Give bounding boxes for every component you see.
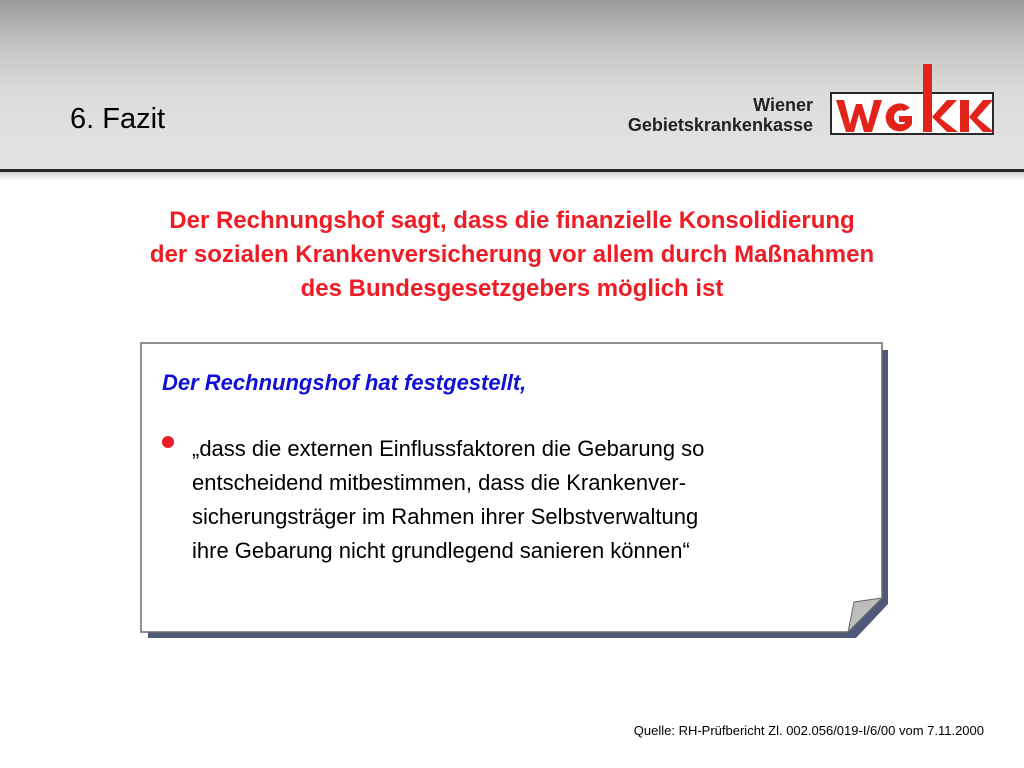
key-statement-line-1: Der Rechnungshof sagt, dass die finanzielle Konsolidierung <box>169 207 855 234</box>
finding-quote-line-4: ihre Gebarung nicht grundlegend sanieren können“ <box>192 538 690 563</box>
slide-title: 6. Fazit <box>70 103 166 135</box>
organization-name-line-1: Wiener <box>753 95 813 115</box>
key-statement-line-2: der sozialen Krankenversicherung vor allem durch Maßnahmen <box>149 241 875 268</box>
key-statement <box>60 204 964 306</box>
organization-name-line-2: Gebietskrankenkasse <box>627 115 813 135</box>
source-citation: Quelle: RH-Prüfbericht Zl. 002.056/019-I/6/00 vom 7.11.2000 <box>633 723 984 738</box>
finding-quote <box>192 432 872 568</box>
finding-quote-line-1: „dass die externen Einflussfaktoren die Gebarung so <box>192 436 705 461</box>
header-shadow <box>0 172 1024 180</box>
finding-quote-line-3: sicherungsträger im Rahmen ihrer Selbstverwaltung <box>192 504 699 529</box>
finding-note-card <box>140 342 892 642</box>
finding-quote-line-2: entscheidend mitbestimmen, dass die Krankenver- <box>192 470 687 495</box>
note-heading: Der Rechnungshof hat festgestellt, <box>162 370 527 395</box>
bullet-dot <box>162 436 174 448</box>
wgkk-logo <box>832 62 996 136</box>
key-statement-line-3: des Bundesgesetzgebers möglich ist <box>300 275 724 302</box>
organization-name <box>560 95 813 135</box>
